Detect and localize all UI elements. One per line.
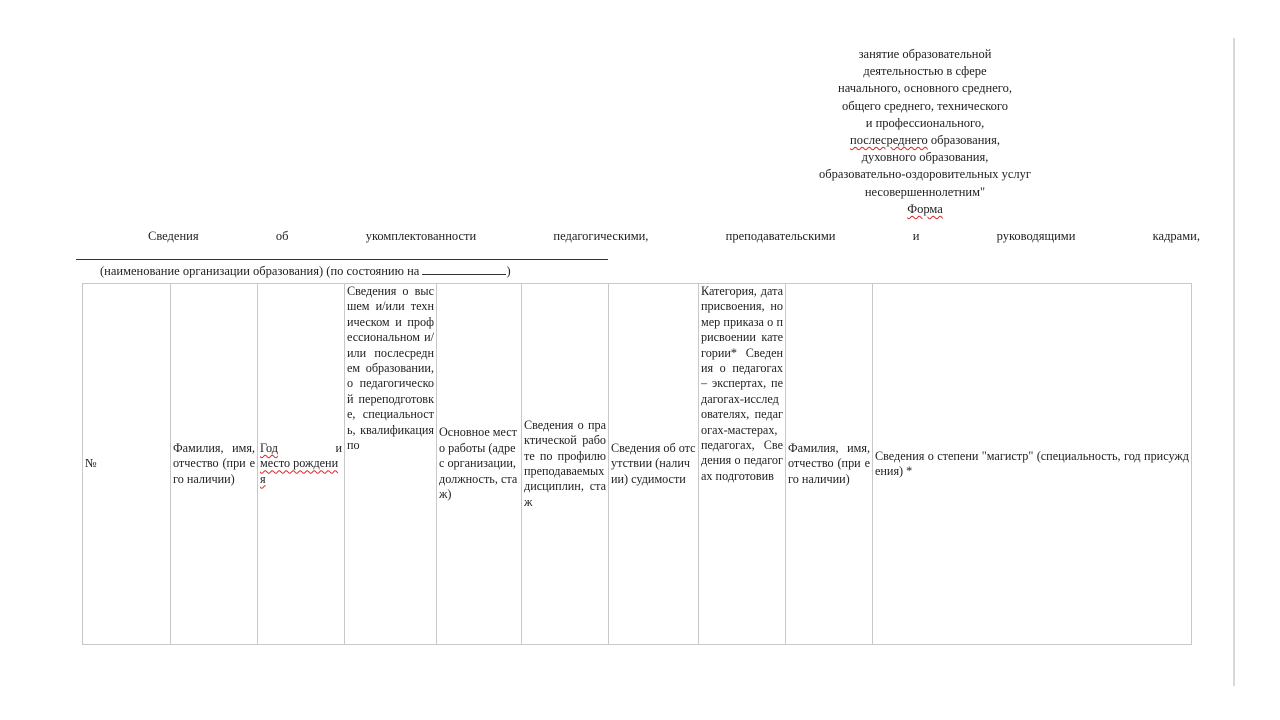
col-category: Категория, дата присвоения, номер приказа о присвоении категории* Сведения о педагогах – экспертах, педагогах-исследователях, педагогах-мастерах, педагогах, Сведения о педагогах подготовив [699, 284, 786, 645]
col-birth: Год и место рождения [258, 284, 345, 645]
header-line: образовательно-оздоровительных услуг [818, 167, 1032, 182]
staff-table [82, 283, 1192, 645]
col-main-job: Основное место работы (адрес организации, должность, стаж) [437, 284, 522, 645]
col-practice: Сведения о практической работе по профилю преподаваемых дисциплин, стаж [522, 284, 609, 645]
title-word: укомплектованности [365, 229, 477, 243]
title-word: кадрами, [1152, 229, 1200, 243]
title-word: преподавательскими [725, 229, 836, 243]
form-label: Форма [907, 201, 943, 216]
header-line: и профессионального, [865, 115, 985, 130]
title-word: педагогическими, [553, 229, 649, 243]
title-word: руководящими [996, 229, 1076, 243]
spellcheck-word: послесреднего [850, 133, 928, 148]
page-edge [1233, 38, 1235, 686]
header-block [760, 46, 1090, 218]
col-criminal-record: Сведения об отсутствии (наличии) судимости [609, 284, 699, 645]
col-education: Сведения о высшем и/или техническом и профессиональном и/или послесреднем образовании, о педагогической переподготовке, специальность, квалификация по [345, 284, 437, 645]
header-line-rest: образования, [927, 133, 1000, 148]
header-line: духовного образования, [861, 150, 989, 165]
header-line: несовершеннолетним" [864, 184, 986, 199]
col-number: № [83, 284, 171, 645]
document-title [80, 229, 1200, 244]
col-fio: Фамилия, имя, отчество (при его наличии) [171, 284, 258, 645]
table-header-row [83, 284, 1192, 645]
title-word: Сведения [148, 229, 199, 243]
organization-name-underline [76, 259, 608, 260]
col-fio-2: Фамилия, имя, отчество (при его наличии) [786, 284, 873, 645]
date-blank [422, 264, 506, 275]
title-word: и [912, 229, 920, 243]
col-master-degree: Сведения о степени "магистр" (специальность, год присуждения) * [873, 284, 1192, 645]
title-word: об [275, 229, 289, 243]
header-line: общего среднего, технического [842, 98, 1008, 113]
header-line: деятельностью в сфере [863, 64, 987, 79]
header-line: начального, основного среднего, [838, 81, 1012, 96]
header-line-spellcheck [760, 132, 1090, 149]
subtitle: (наименование организации образования) (по состоянию на ) [100, 264, 511, 278]
header-line: занятие образовательной [858, 47, 992, 61]
